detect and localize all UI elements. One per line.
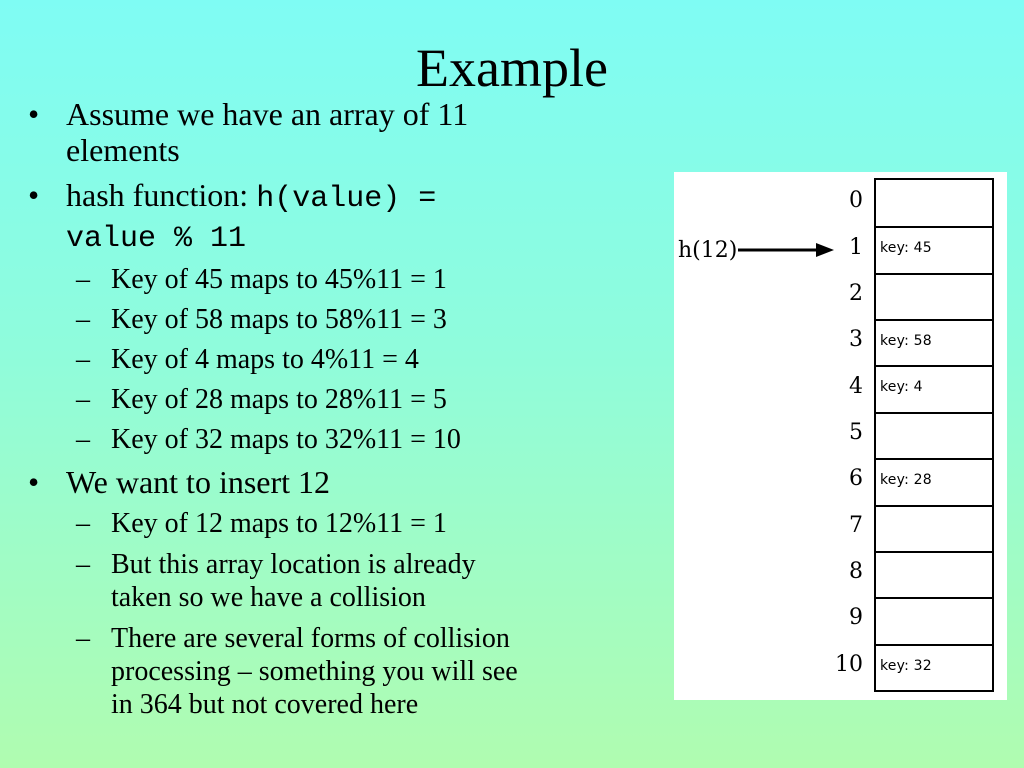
sub-item-text: Key of 4 maps to 4%11 = 4: [111, 344, 419, 375]
hash-array: [874, 178, 994, 692]
sub-item-text: There are several forms of collision: [111, 623, 510, 654]
code-text: h(value) =: [256, 182, 437, 216]
cell-index-label: 7: [849, 512, 863, 538]
sub-item: [24, 303, 664, 336]
sub-mark: –: [76, 508, 90, 539]
sub-item-text: But this array location is already: [111, 549, 476, 580]
sub-item-text: Key of 45 maps to 45%11 = 1: [111, 264, 447, 295]
bullet-mark: •: [28, 177, 40, 213]
cell-index-label: 0: [849, 188, 863, 214]
array-cell: [876, 180, 992, 226]
array-cell: [876, 365, 992, 411]
sub-item-text: Key of 58 maps to 58%11 = 3: [111, 304, 447, 335]
bullet-hash-function: [24, 177, 664, 257]
cell-key-label: key: 28: [880, 472, 932, 489]
sub-mark: –: [76, 424, 90, 455]
array-cell: [876, 551, 992, 597]
sub-item: [24, 263, 664, 296]
cell-index-label: 2: [849, 280, 863, 306]
cell-index-label: 4: [849, 373, 863, 399]
code-text: value % 11: [66, 222, 247, 256]
cell-index-label: 1: [849, 234, 863, 260]
sub-mark: –: [76, 549, 90, 580]
cell-key-label: key: 32: [880, 657, 932, 674]
cell-index-label: 3: [849, 327, 863, 353]
sub-item-text: Key of 12 maps to 12%11 = 1: [111, 508, 447, 539]
bullet-text-line: Assume we have an array of 11: [66, 96, 469, 132]
bullet-mark: •: [28, 96, 40, 132]
sub-item: [24, 507, 664, 540]
sub-list: [24, 263, 664, 456]
array-cell: [876, 273, 992, 319]
cell-index-label: 6: [849, 466, 863, 492]
array-cell: [876, 319, 992, 365]
cell-key-label: key: 58: [880, 333, 932, 350]
bullet-insert: [24, 464, 664, 500]
sub-item: [24, 548, 664, 614]
sub-item-text: Key of 28 maps to 28%11 = 5: [111, 384, 447, 415]
sub-mark: –: [76, 623, 90, 654]
bullet-text-line: elements: [66, 132, 180, 168]
bullet-text: hash function:: [66, 177, 257, 213]
slide-title: Example: [416, 38, 608, 98]
slide-body: [24, 96, 664, 721]
array-cell: [876, 412, 992, 458]
sub-mark: –: [76, 384, 90, 415]
pointer-label: h(12): [678, 238, 738, 263]
sub-list: [24, 507, 664, 721]
bullet-array-size: [24, 96, 664, 168]
cell-index-label: 9: [849, 605, 863, 631]
sub-mark: –: [76, 264, 90, 295]
sub-item-text: in 364 but not covered here: [111, 689, 419, 720]
array-cell: [876, 505, 992, 551]
sub-item: [24, 622, 664, 721]
bullet-mark: •: [28, 464, 40, 500]
cell-key-label: key: 4: [880, 379, 923, 396]
cell-key-label: key: 45: [880, 240, 932, 257]
sub-item-text: taken so we have a collision: [111, 582, 426, 613]
sub-item-text: Key of 32 maps to 32%11 = 10: [111, 424, 461, 455]
cell-index-label: 5: [849, 420, 863, 445]
sub-item-text: processing – something you will see: [111, 656, 518, 687]
hash-table-diagram: [674, 172, 1007, 700]
sub-mark: –: [76, 344, 90, 375]
sub-item: [24, 383, 664, 416]
cell-index-label: 10: [835, 651, 863, 677]
cell-index-label: 8: [849, 559, 863, 585]
bullet-text-line: We want to insert 12: [66, 464, 331, 500]
sub-item: [24, 423, 664, 456]
array-cell: [876, 597, 992, 643]
array-cell: [876, 644, 992, 690]
array-cell: [876, 458, 992, 504]
sub-item: [24, 343, 664, 376]
sub-mark: –: [76, 304, 90, 335]
array-cell: [876, 226, 992, 272]
